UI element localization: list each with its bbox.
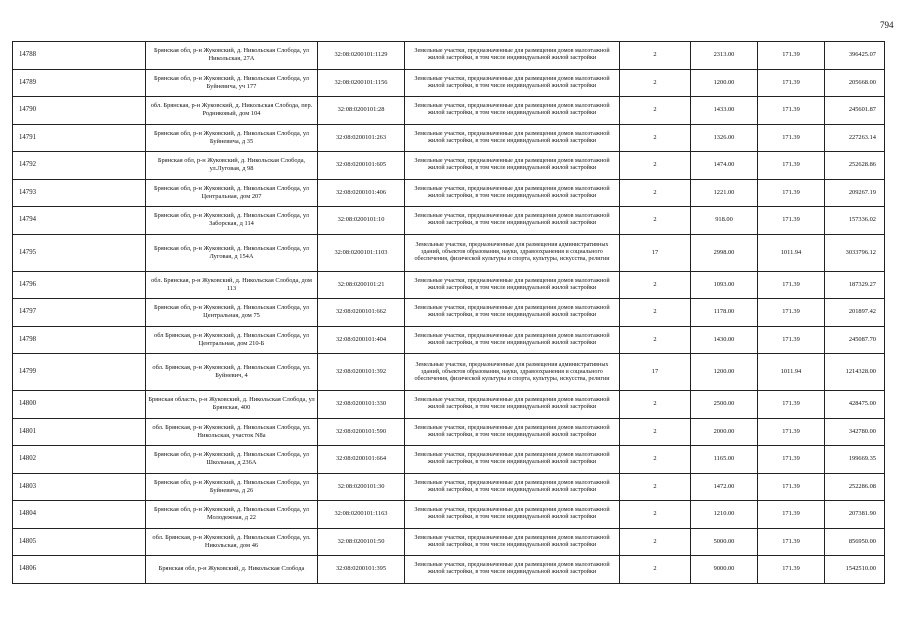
land-use-cell: Земельные участки, предназначенные для размещения домов малоэтажной жилой застройки, в том числе индивидуальной жилой застройки [405, 97, 620, 125]
cadastral-value-cell: 157336.02 [825, 207, 885, 235]
land-use-cell: Земельные участки, предназначенные для размещения домов малоэтажной жилой застройки, в том числе индивидуальной жилой застройки [405, 326, 620, 354]
specific-value-cell: 171.39 [758, 97, 825, 125]
specific-value-cell: 171.39 [758, 69, 825, 97]
cadastral-number-cell: 32:08:0200101:28 [318, 97, 405, 125]
address-cell: Брянская обл, р-н Жуковский, д. Никольская Слобода, ул Центральная, дом 75 [146, 299, 318, 327]
cadastral-number-cell: 32:08:0200101:30 [318, 473, 405, 501]
address-cell: Брянская обл, р-н Жуковский, д. Никольская Слобода, ул Молодежная, д 22 [146, 501, 318, 529]
group-code-cell: 2 [620, 418, 691, 446]
cadastral-number-cell: 32:08:0200101:263 [318, 124, 405, 152]
cadastral-value-cell: 396425.07 [825, 42, 885, 70]
group-code-cell: 2 [620, 299, 691, 327]
area-cell: 2500.00 [691, 391, 758, 419]
cadastral-number-cell: 32:08:0200101:10 [318, 207, 405, 235]
area-cell: 1430.00 [691, 326, 758, 354]
specific-value-cell: 1011.94 [758, 354, 825, 391]
address-cell: обл. Брянская, р-н Жуковский, д. Никольская Слобода, пер. Родниковый, дом 104 [146, 97, 318, 125]
cadastral-number-cell: 32:08:0200101:605 [318, 152, 405, 180]
cadastral-number-cell: 32:08:0200101:662 [318, 299, 405, 327]
row-number-cell: 14799 [13, 354, 146, 391]
cadastral-value-cell: 1542510.00 [825, 556, 885, 584]
page-number: 794 [880, 20, 894, 30]
cadastral-number-cell: 32:08:0200101:395 [318, 556, 405, 584]
table-row [13, 234, 885, 271]
table-row [13, 528, 885, 556]
table-body [13, 42, 885, 584]
address-cell: обл. Брянская, р-н Жуковский, д. Никольская Слобода, ул. Никольская, участок N8а [146, 418, 318, 446]
group-code-cell: 17 [620, 354, 691, 391]
row-number-cell: 14806 [13, 556, 146, 584]
area-cell: 1200.00 [691, 69, 758, 97]
land-use-cell: Земельные участки, предназначенные для размещения административных зданий, объектов образования, науки, здравоохранения и социального обеспечения, физической культуры и спорта, культуры, искусства, религии [405, 354, 620, 391]
cadastral-value-cell: 227263.14 [825, 124, 885, 152]
row-number-cell: 14805 [13, 528, 146, 556]
table-row [13, 152, 885, 180]
specific-value-cell: 171.39 [758, 207, 825, 235]
area-cell: 2998.00 [691, 234, 758, 271]
address-cell: Брянская область, р-н Жуковский, д. Никольская Слобода, ул Брянская, 400 [146, 391, 318, 419]
cadastral-number-cell: 32:08:0200101:1163 [318, 501, 405, 529]
cadastral-number-cell: 32:08:0200101:404 [318, 326, 405, 354]
table-row [13, 418, 885, 446]
specific-value-cell: 171.39 [758, 501, 825, 529]
cadastral-value-cell: 252628.86 [825, 152, 885, 180]
cadastral-number-cell: 32:08:0200101:330 [318, 391, 405, 419]
group-code-cell: 2 [620, 124, 691, 152]
row-number-cell: 14789 [13, 69, 146, 97]
row-number-cell: 14800 [13, 391, 146, 419]
group-code-cell: 2 [620, 207, 691, 235]
row-number-cell: 14798 [13, 326, 146, 354]
group-code-cell: 2 [620, 97, 691, 125]
address-cell: Брянская обл, р-н Жуковский, д. Никольская Слобода [146, 556, 318, 584]
land-use-cell: Земельные участки, предназначенные для размещения домов малоэтажной жилой застройки, в том числе индивидуальной жилой застройки [405, 446, 620, 474]
table-row [13, 271, 885, 299]
land-use-cell: Земельные участки, предназначенные для размещения домов малоэтажной жилой застройки, в том числе индивидуальной жилой застройки [405, 152, 620, 180]
group-code-cell: 2 [620, 271, 691, 299]
address-cell: обл. Брянская, р-н Жуковский, д. Никольская Слобода, ул. Буйневич, 4 [146, 354, 318, 391]
address-cell: Брянская обл, р-н Жуковский, д. Никольская Слобода, ул Буйневича, д 35 [146, 124, 318, 152]
cadastral-value-cell: 3033796.12 [825, 234, 885, 271]
land-use-cell: Земельные участки, предназначенные для размещения административных зданий, объектов образования, науки, здравоохранения и социального обеспечения, физической культуры и спорта, культуры, искусства, религии [405, 234, 620, 271]
table-row [13, 326, 885, 354]
land-use-cell: Земельные участки, предназначенные для размещения домов малоэтажной жилой застройки, в том числе индивидуальной жилой застройки [405, 124, 620, 152]
cadastral-value-cell: 245087.70 [825, 326, 885, 354]
row-number-cell: 14802 [13, 446, 146, 474]
specific-value-cell: 171.39 [758, 528, 825, 556]
area-cell: 2313.00 [691, 42, 758, 70]
land-use-cell: Земельные участки, предназначенные для размещения домов малоэтажной жилой застройки, в том числе индивидуальной жилой застройки [405, 207, 620, 235]
cadastral-value-cell: 856950.00 [825, 528, 885, 556]
row-number-cell: 14794 [13, 207, 146, 235]
area-cell: 1210.00 [691, 501, 758, 529]
group-code-cell: 2 [620, 473, 691, 501]
area-cell: 9000.00 [691, 556, 758, 584]
table-row [13, 124, 885, 152]
group-code-cell: 2 [620, 556, 691, 584]
cadastral-value-table [12, 41, 885, 584]
cadastral-number-cell: 32:08:0200101:590 [318, 418, 405, 446]
table-row [13, 556, 885, 584]
area-cell: 5000.00 [691, 528, 758, 556]
land-use-cell: Земельные участки, предназначенные для размещения домов малоэтажной жилой застройки, в том числе индивидуальной жилой застройки [405, 556, 620, 584]
address-cell: Брянская обл, р-н Жуковский, д. Никольская Слобода, ул Школьная, д 236А [146, 446, 318, 474]
specific-value-cell: 171.39 [758, 271, 825, 299]
cadastral-number-cell: 32:08:0200101:392 [318, 354, 405, 391]
land-use-cell: Земельные участки, предназначенные для размещения домов малоэтажной жилой застройки, в том числе индивидуальной жилой застройки [405, 69, 620, 97]
land-use-cell: Земельные участки, предназначенные для размещения домов малоэтажной жилой застройки, в том числе индивидуальной жилой застройки [405, 299, 620, 327]
table-row [13, 391, 885, 419]
row-number-cell: 14797 [13, 299, 146, 327]
table-row [13, 473, 885, 501]
group-code-cell: 2 [620, 152, 691, 180]
group-code-cell: 2 [620, 528, 691, 556]
area-cell: 1093.00 [691, 271, 758, 299]
row-number-cell: 14801 [13, 418, 146, 446]
row-number-cell: 14790 [13, 97, 146, 125]
table-row [13, 354, 885, 391]
group-code-cell: 2 [620, 391, 691, 419]
row-number-cell: 14793 [13, 179, 146, 207]
cadastral-number-cell: 32:08:0200101:406 [318, 179, 405, 207]
group-code-cell: 2 [620, 179, 691, 207]
cadastral-number-cell: 32:08:0200101:21 [318, 271, 405, 299]
cadastral-value-cell: 207381.90 [825, 501, 885, 529]
land-use-cell: Земельные участки, предназначенные для размещения домов малоэтажной жилой застройки, в том числе индивидуальной жилой застройки [405, 528, 620, 556]
address-cell: Брянская обл, р-н Жуковский, д. Никольская Слобода, ул Центральная, дом 207 [146, 179, 318, 207]
area-cell: 1474.00 [691, 152, 758, 180]
cadastral-value-cell: 428475.00 [825, 391, 885, 419]
cadastral-value-cell: 252286.08 [825, 473, 885, 501]
row-number-cell: 14803 [13, 473, 146, 501]
area-cell: 1178.00 [691, 299, 758, 327]
area-cell: 2000.00 [691, 418, 758, 446]
group-code-cell: 2 [620, 42, 691, 70]
area-cell: 1221.00 [691, 179, 758, 207]
cadastral-number-cell: 32:08:0200101:664 [318, 446, 405, 474]
specific-value-cell: 171.39 [758, 418, 825, 446]
land-use-cell: Земельные участки, предназначенные для размещения домов малоэтажной жилой застройки, в том числе индивидуальной жилой застройки [405, 179, 620, 207]
area-cell: 918.00 [691, 207, 758, 235]
area-cell: 1200.00 [691, 354, 758, 391]
specific-value-cell: 171.39 [758, 42, 825, 70]
cadastral-number-cell: 32:08:0200101:1103 [318, 234, 405, 271]
row-number-cell: 14788 [13, 42, 146, 70]
cadastral-value-cell: 209267.19 [825, 179, 885, 207]
specific-value-cell: 171.39 [758, 446, 825, 474]
specific-value-cell: 171.39 [758, 152, 825, 180]
land-use-cell: Земельные участки, предназначенные для размещения домов малоэтажной жилой застройки, в том числе индивидуальной жилой застройки [405, 501, 620, 529]
cadastral-value-cell: 199669.35 [825, 446, 885, 474]
row-number-cell: 14792 [13, 152, 146, 180]
specific-value-cell: 171.39 [758, 179, 825, 207]
land-use-cell: Земельные участки, предназначенные для размещения домов малоэтажной жилой застройки, в том числе индивидуальной жилой застройки [405, 271, 620, 299]
area-cell: 1165.00 [691, 446, 758, 474]
address-cell: Брянская обл, р-н Жуковский, д. Никольская Слобода, ул Луговая, д 154А [146, 234, 318, 271]
address-cell: обл. Брянская, р-н Жуковский, д. Никольская Слобода, ул. Никольская, дом 46 [146, 528, 318, 556]
address-cell: обл. Брянская, р-н Жуковский, д. Никольская Слобода, дом 113 [146, 271, 318, 299]
cadastral-value-cell: 342780.00 [825, 418, 885, 446]
group-code-cell: 2 [620, 501, 691, 529]
table-row [13, 207, 885, 235]
specific-value-cell: 171.39 [758, 391, 825, 419]
area-cell: 1326.00 [691, 124, 758, 152]
cadastral-value-cell: 1214328.00 [825, 354, 885, 391]
land-use-cell: Земельные участки, предназначенные для размещения домов малоэтажной жилой застройки, в том числе индивидуальной жилой застройки [405, 418, 620, 446]
cadastral-number-cell: 32:08:0200101:1129 [318, 42, 405, 70]
table-row [13, 501, 885, 529]
table-row [13, 179, 885, 207]
row-number-cell: 14795 [13, 234, 146, 271]
specific-value-cell: 171.39 [758, 556, 825, 584]
address-cell: Брянская обл, р-н Жуковский, д. Никольская Слобода, ул Никольская, 27А [146, 42, 318, 70]
cadastral-value-cell: 187329.27 [825, 271, 885, 299]
area-cell: 1433.00 [691, 97, 758, 125]
table-row [13, 299, 885, 327]
cadastral-number-cell: 32:08:0200101:1156 [318, 69, 405, 97]
cadastral-value-cell: 205668.00 [825, 69, 885, 97]
row-number-cell: 14796 [13, 271, 146, 299]
group-code-cell: 2 [620, 326, 691, 354]
land-use-cell: Земельные участки, предназначенные для размещения домов малоэтажной жилой застройки, в том числе индивидуальной жилой застройки [405, 473, 620, 501]
table-row [13, 446, 885, 474]
area-cell: 1472.00 [691, 473, 758, 501]
group-code-cell: 2 [620, 69, 691, 97]
table-row [13, 69, 885, 97]
address-cell: обл Брянская, р-н Жуковский, д. Никольская Слобода, ул Центральная, дом 210-Б [146, 326, 318, 354]
group-code-cell: 2 [620, 446, 691, 474]
table-row [13, 42, 885, 70]
address-cell: Брянская обл, р-н Жуковский, д. Никольская Слобода, ул.Луговая, д 98 [146, 152, 318, 180]
address-cell: Брянская обл, р-н Жуковский, д. Никольская Слобода, ул Заборская, д 114 [146, 207, 318, 235]
address-cell: Брянская обл, р-н Жуковский, д. Никольская Слобода, ул Буйневича, д 26 [146, 473, 318, 501]
row-number-cell: 14804 [13, 501, 146, 529]
cadastral-value-cell: 201897.42 [825, 299, 885, 327]
table-row [13, 97, 885, 125]
specific-value-cell: 171.39 [758, 299, 825, 327]
land-use-cell: Земельные участки, предназначенные для размещения домов малоэтажной жилой застройки, в том числе индивидуальной жилой застройки [405, 42, 620, 70]
specific-value-cell: 1011.94 [758, 234, 825, 271]
address-cell: Брянская обл, р-н Жуковский, д. Никольская Слобода, ул Буйневича, уч 177 [146, 69, 318, 97]
land-use-cell: Земельные участки, предназначенные для размещения домов малоэтажной жилой застройки, в том числе индивидуальной жилой застройки [405, 391, 620, 419]
cadastral-value-cell: 245601.87 [825, 97, 885, 125]
specific-value-cell: 171.39 [758, 326, 825, 354]
specific-value-cell: 171.39 [758, 124, 825, 152]
specific-value-cell: 171.39 [758, 473, 825, 501]
cadastral-number-cell: 32:08:0200101:50 [318, 528, 405, 556]
row-number-cell: 14791 [13, 124, 146, 152]
group-code-cell: 17 [620, 234, 691, 271]
